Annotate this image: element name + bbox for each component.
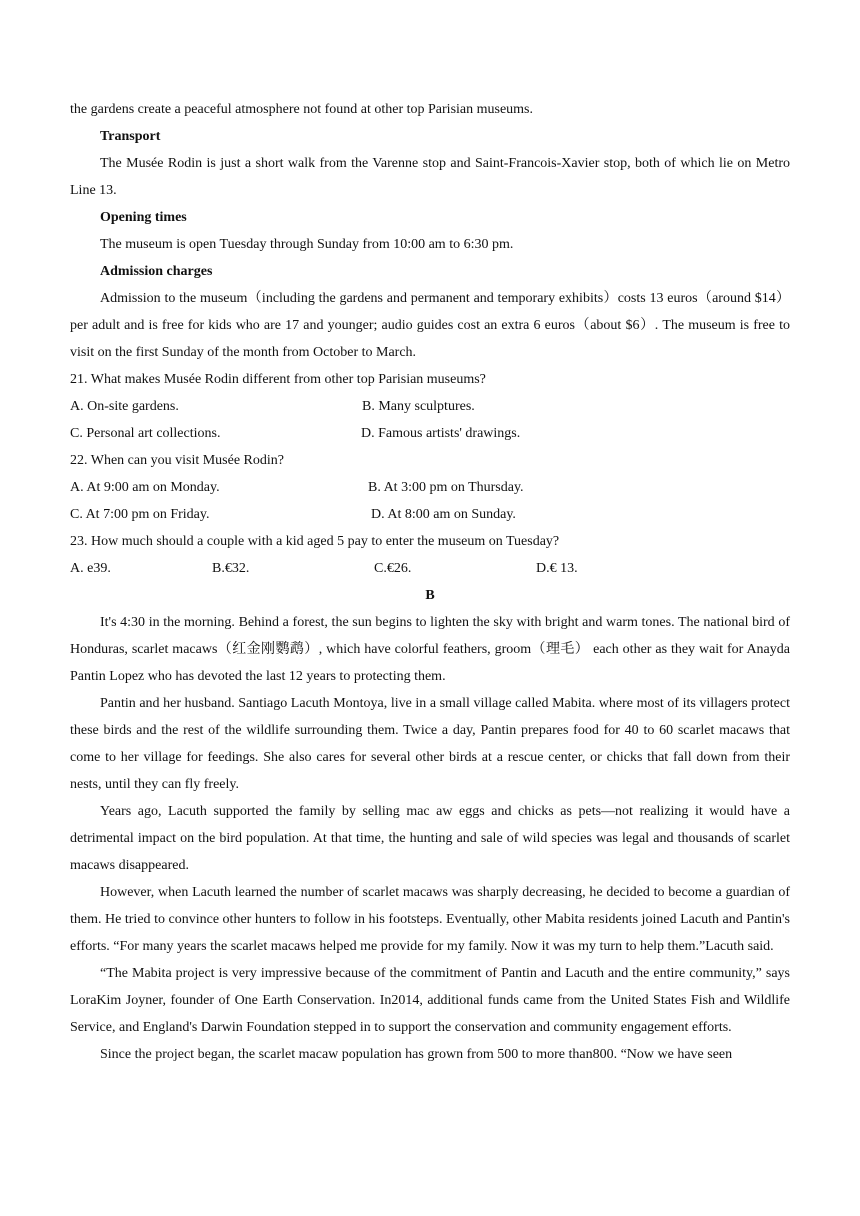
question-22-option-a: A. At 9:00 am on Monday.: [70, 480, 220, 495]
section-b-paragraph: Since the project began, the scarlet macaw population has grown from 500 to more than800. “Now we have seen: [100, 1047, 733, 1062]
section-b-paragraph: Years ago, Lacuth supported the family by selling mac aw eggs and chicks as pets—not realizing it would have a detrimental impact on the bird population. At that time, the hunting and sale of wild species was legal and thousands of scarlet macaws disappeared.: [70, 804, 790, 873]
section-b-paragraph: Pantin and her husband. Santiago Lacuth Montoya, live in a small village called Mabita. where most of its villagers protect these birds and the rest of the wildlife surrounding them. Twice a day, Pantin prepares food for 40 to 60 scarlet macaws that come to her village for feedings. She also cares for several other birds at a rescue center, or chicks that fall down from their nests, until they can fly freely.: [70, 696, 790, 792]
question-23-option-b: B.€32.: [212, 561, 250, 576]
transport-heading: Transport: [100, 129, 161, 144]
question-21-options-row-1: [70, 393, 790, 420]
opening-heading: Opening times: [100, 210, 187, 225]
opening-text: The museum is open Tuesday through Sunday from 10:00 am to 6:30 pm.: [100, 237, 514, 252]
question-23-option-d: D.€ 13.: [536, 561, 578, 576]
question-21-stem: 21. What makes Musée Rodin different from other top Parisian museums?: [70, 372, 486, 387]
question-21-options-row-2: [70, 420, 790, 447]
question-22-option-d: D. At 8:00 am on Sunday.: [371, 507, 516, 522]
document-page: [70, 96, 790, 1068]
transport-text: The Musée Rodin is just a short walk from the Varenne stop and Saint-Francois-Xavier stop, both of which lie on Metro Line 13.: [70, 156, 790, 198]
section-b-paragraph: It's 4:30 in the morning. Behind a forest, the sun begins to lighten the sky with bright and warm tones. The national bird of Honduras, scarlet macaws（红金刚鹦鹉）, which have colorful feathers, groom（理毛） each other as they wait for Anayda Pantin Lopez who has devoted the last 12 years to protecting them.: [70, 615, 790, 684]
question-21-option-c: C. Personal art collections.: [70, 426, 221, 441]
question-23-option-c: C.€26.: [374, 561, 412, 576]
gardens-line: the gardens create a peaceful atmosphere not found at other top Parisian museums.: [70, 102, 534, 117]
section-b-label: B: [425, 588, 435, 603]
admission-heading: Admission charges: [100, 264, 213, 279]
question-22-options-row-2: [70, 501, 790, 528]
question-23-options-row: [70, 555, 790, 582]
section-b-paragraph: However, when Lacuth learned the number of scarlet macaws was sharply decreasing, he decided to become a guardian of them. He tried to convince other hunters to follow in his footsteps. Eventually, other Mabita residents joined Lacuth and Pantin's efforts. “For many years the scarlet macaws helped me provide for my family. Now it was my turn to help them.”Lacuth said.: [70, 885, 790, 954]
question-22-option-b: B. At 3:00 pm on Thursday.: [368, 480, 524, 495]
question-23-option-a: A. e39.: [70, 561, 111, 576]
question-22-stem: 22. When can you visit Musée Rodin?: [70, 453, 284, 468]
question-22-option-c: C. At 7:00 pm on Friday.: [70, 507, 210, 522]
admission-text: Admission to the museum（including the gardens and permanent and temporary exhibits）costs 13 euros（around $14） per adult and is free for kids who are 17 and younger; audio guides cost an extra 6 euros（about $6）. The museum is free to visit on the first Sunday of the month from October to March.: [70, 291, 790, 360]
question-21-option-d: D. Famous artists' drawings.: [361, 426, 521, 441]
question-23-stem: 23. How much should a couple with a kid aged 5 pay to enter the museum on Tuesday?: [70, 534, 560, 549]
question-22-options-row-1: [70, 474, 790, 501]
question-21-option-b: B. Many sculptures.: [362, 399, 475, 414]
section-b-paragraph: “The Mabita project is very impressive because of the commitment of Pantin and Lacuth and the entire community,” says LoraKim Joyner, founder of One Earth Conservation. In2014, additional funds came from the United States Fish and Wildlife Service, and England's Darwin Foundation stepped in to support the conservation and community engagement efforts.: [70, 966, 790, 1035]
question-21-option-a: A. On-site gardens.: [70, 399, 179, 414]
